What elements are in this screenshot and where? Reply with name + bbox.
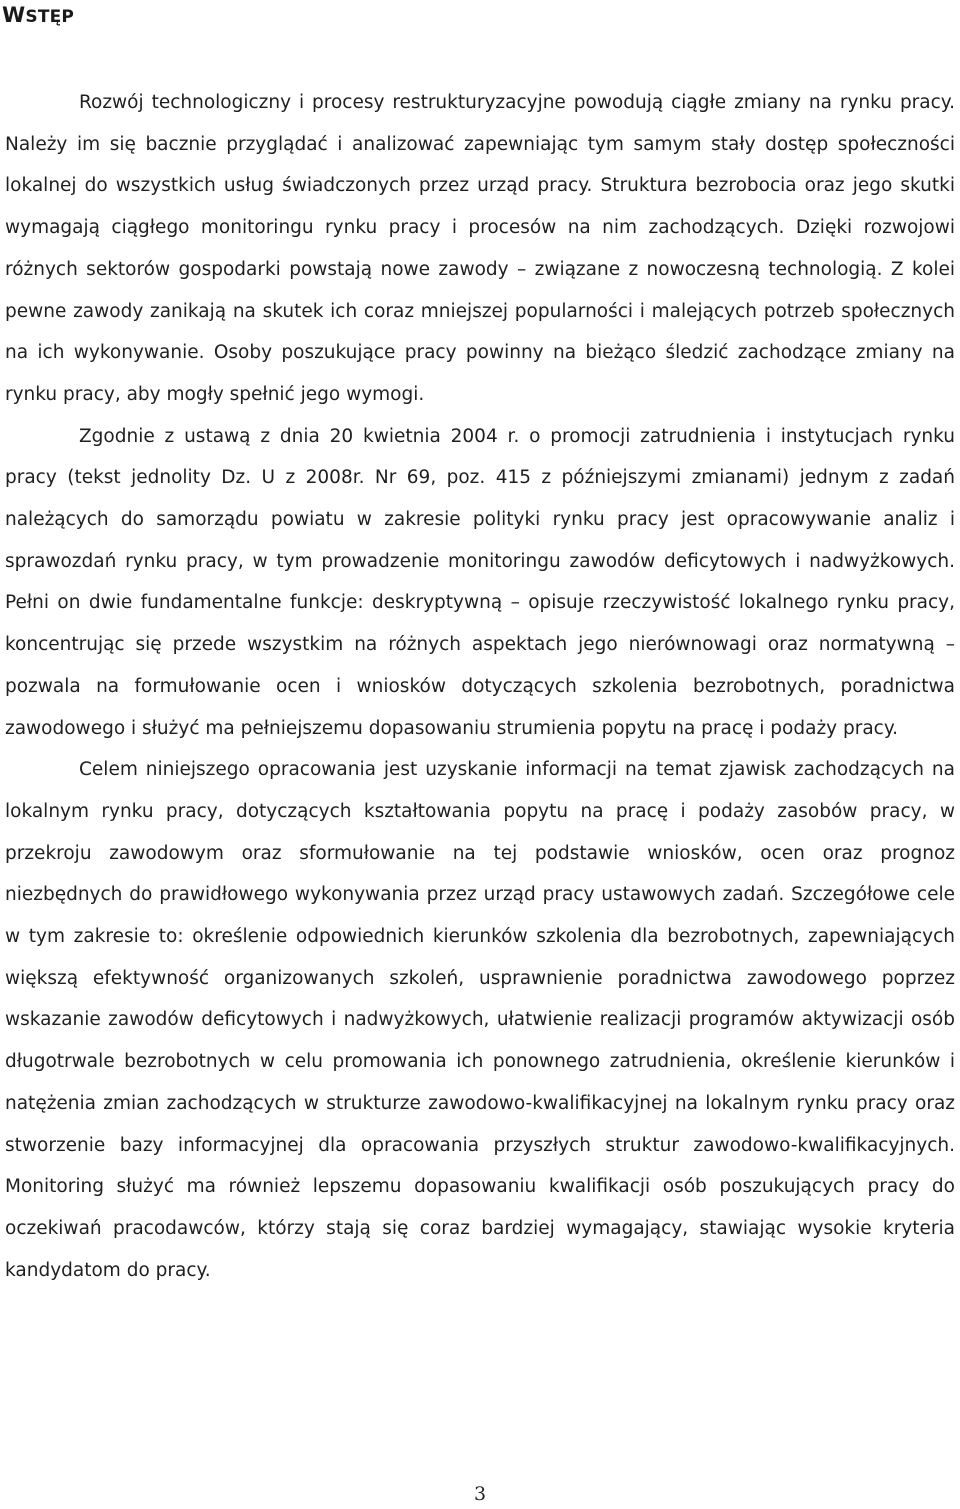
paragraph-1: Rozwój technologiczny i procesy restrukturyzacyjne powodują ciągłe zmiany na rynku pracy. Należy im się bacznie przyglądać i analizować zapewniając tym samym stały dostęp społeczności lokalnej do wszystkich usług świadczonych przez urząd pracy. Struktura bezrobocia oraz jego skutki wymagają ciągłego monitoringu rynku pracy i procesów na nim zachodzących. Dzięki rozwojowi różnych sektorów gospodarki powstają nowe zawody – związane z nowoczesną technologią. Z kolei pewne zawody zanikają na skutek ich coraz mniejszej popularności i malejących potrzeb społecznych na ich wykonywanie. Osoby poszukujące pracy powinny na bieżąco śledzić zachodzące zmiany na rynku pracy, aby mogły spełnić jego wymogi. (5, 92, 955, 405)
document-body (5, 82, 955, 1291)
heading-initial: W (2, 3, 26, 27)
section-heading (2, 2, 74, 30)
page-number: 3 (473, 1483, 487, 1505)
paragraph-2: Zgodnie z ustawą z dnia 20 kwietnia 2004 r. o promocji zatrudnienia i instytucjach rynku pracy (tekst jednolity Dz. U z 2008r. Nr 69, poz. 415 z późniejszymi zmianami) jednym z zadań należących do samorządu powiatu w zakresie polityki rynku pracy jest opracowywanie analiz i sprawozdań rynku pracy, w tym prowadzenie monitoringu zawodów deficytowych i nadwyżkowych. Pełni on dwie fundamentalne funkcje: deskryptywną – opisuje rzeczywistość lokalnego rynku pracy, koncentrując się przede wszystkim na różnych aspektach jego nierównowagi oraz normatywną – pozwala na formułowanie ocen i wniosków dotyczących szkolenia bezrobotnych, poradnictwa zawodowego i służyć ma pełniejszemu dopasowaniu strumienia popytu na pracę i podaży pracy. (5, 425, 955, 739)
heading-rest: STĘP (25, 7, 75, 27)
paragraph-3: Celem niniejszego opracowania jest uzyskanie informacji na temat zjawisk zachodzących na lokalnym rynku pracy, dotyczących kształtowania popytu na pracę i podaży zasobów pracy, w przekroju zawodowym oraz sformułowanie na tej podstawie wniosków, ocen oraz prognoz niezbędnych do prawidłowego wykonywania przez urząd pracy ustawowych zadań. Szczegółowe cele w tym zakresie to: określenie odpowiednich kierunków szkolenia dla bezrobotnych, zapewniających większą efektywność organizowanych szkoleń, usprawnienie poradnictwa zawodowego poprzez wskazanie zawodów deficytowych i nadwyżkowych, ułatwienie realizacji programów aktywizacji osób długotrwale bezrobotnych w celu promowania ich ponownego zatrudnienia, określenie kierunków i natężenia zmian zachodzących w strukturze zawodowo-kwalifikacyjnej na lokalnym rynku pracy oraz stworzenie bazy informacyjnej dla opracowania przyszłych struktur zawodowo-kwalifikacyjnych. Monitoring służyć ma również lepszemu dopasowaniu kwalifikacji osób poszukujących pracy do oczekiwań pracodawców, którzy stają się coraz bardziej wymagający, stawiając wysokie kryteria kandydatom do pracy. (5, 759, 955, 1281)
